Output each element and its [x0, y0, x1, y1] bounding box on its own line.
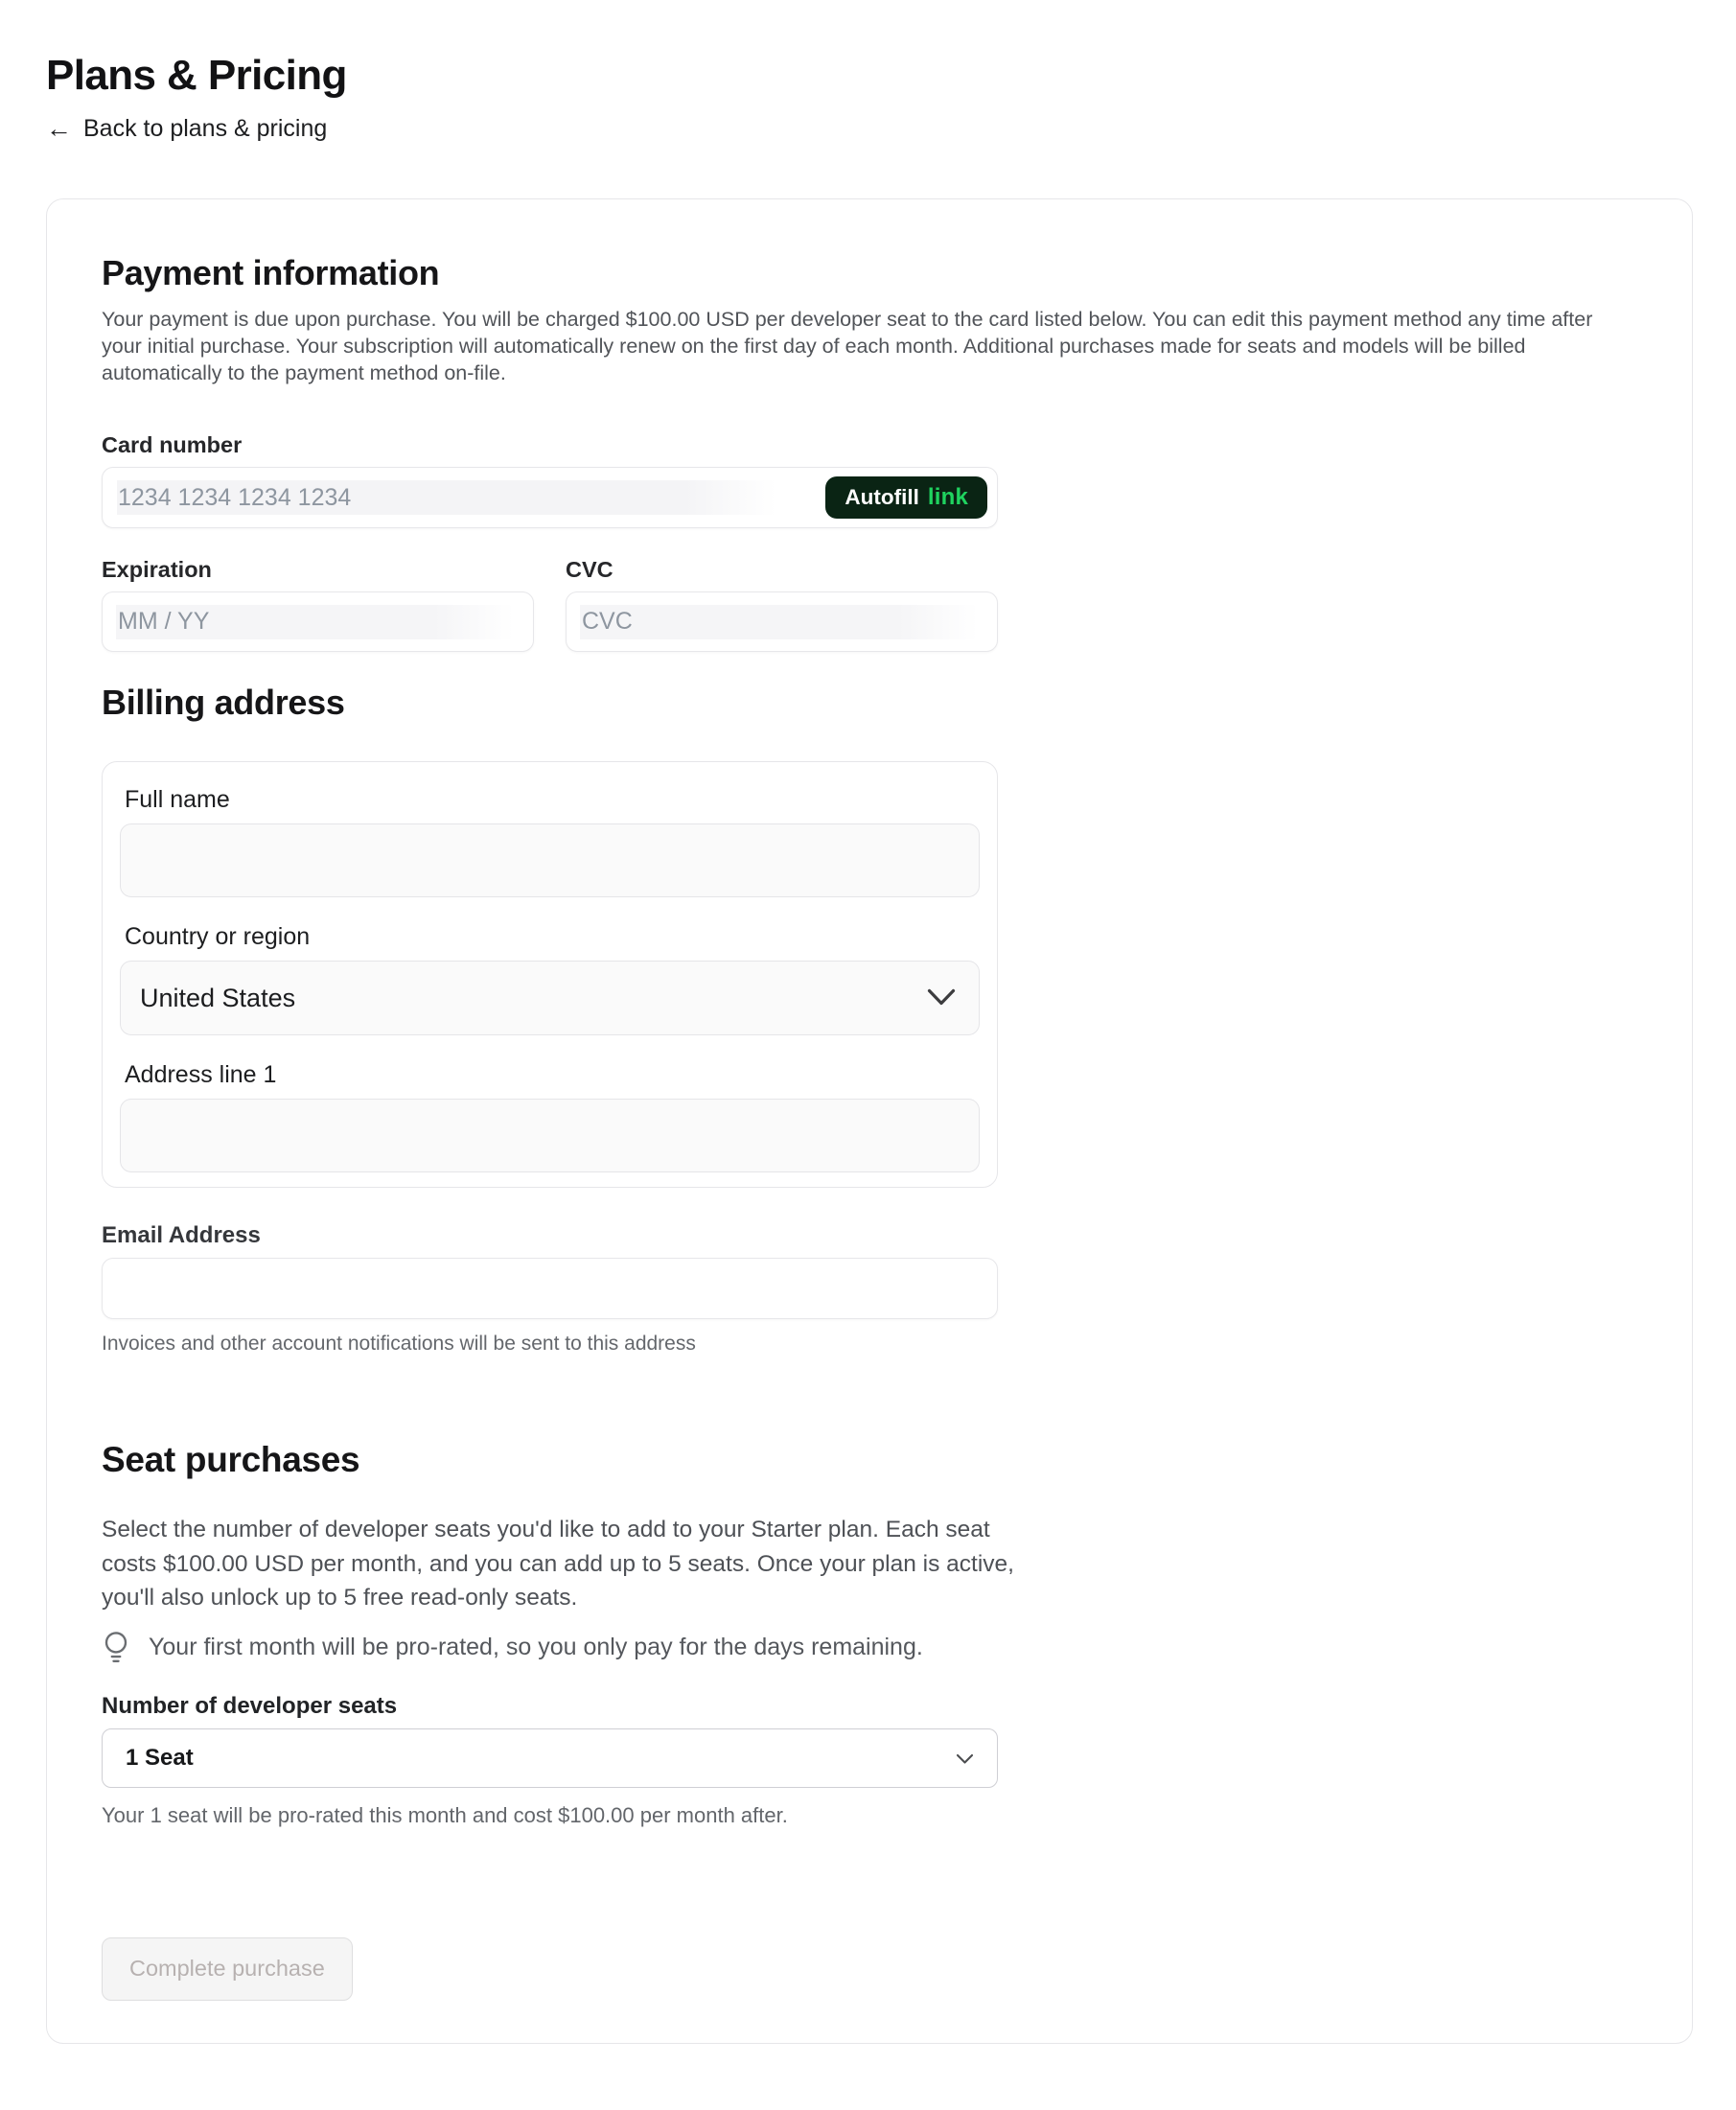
lightbulb-icon — [102, 1630, 130, 1666]
autofill-label: Autofill — [845, 485, 919, 509]
cvc-label: CVC — [566, 557, 613, 582]
link-brand-logo: link — [927, 484, 968, 510]
country-label: Country or region — [125, 923, 311, 950]
plans-pricing-page — [0, 52, 1736, 2044]
complete-purchase-button[interactable]: Complete purchase — [102, 1937, 353, 2001]
seat-purchases-heading: Seat purchases — [102, 1440, 360, 1479]
prorate-tip — [102, 1630, 1027, 1666]
full-name-input[interactable] — [120, 823, 980, 897]
payment-information-heading: Payment information — [102, 253, 440, 292]
address-line1-label: Address line 1 — [125, 1061, 277, 1088]
seat-count-value: 1 Seat — [126, 1744, 194, 1771]
page-title: Plans & Pricing — [46, 52, 347, 99]
address-line1-input[interactable] — [120, 1099, 980, 1172]
expiration-field — [102, 557, 534, 652]
expiration-label: Expiration — [102, 557, 212, 582]
prorate-tip-text: Your first month will be pro-rated, so you only pay for the days remaining. — [149, 1634, 923, 1660]
chevron-down-icon — [956, 1745, 974, 1772]
card-number-field — [102, 432, 1637, 528]
email-label: Email Address — [102, 1222, 261, 1248]
country-select[interactable] — [120, 961, 980, 1035]
back-link-label: Back to plans & pricing — [83, 115, 328, 142]
expiration-cvc-row — [102, 557, 998, 652]
autofill-link-button[interactable] — [825, 476, 987, 519]
country-select-value: United States — [140, 983, 296, 1012]
billing-address-heading: Billing address — [102, 683, 345, 722]
chevron-down-icon — [927, 984, 956, 1013]
cvc-field — [566, 557, 998, 652]
purchase-card — [46, 198, 1693, 2044]
email-field — [102, 1222, 1637, 1356]
back-link[interactable] — [46, 115, 327, 143]
seat-helper-text: Your 1 seat will be pro-rated this month and cost $100.00 per month after. — [102, 1802, 788, 1827]
billing-address-box — [102, 761, 998, 1188]
payment-description: Your payment is due upon purchase. You will be charged $100.00 USD per developer seat to the card listed below. You can edit this payment method any time after your initial purchase. Your subscription will automatically renew on the first day of each month. Additional purchases made for seats and models will be billed automatically to the payment method on-file. — [102, 308, 1593, 384]
expiration-input[interactable] — [102, 591, 534, 652]
back-arrow-icon: ← — [46, 114, 72, 143]
full-name-label: Full name — [125, 786, 230, 813]
card-number-label: Card number — [102, 432, 243, 457]
seat-count-label: Number of developer seats — [102, 1692, 398, 1719]
card-number-shell — [102, 467, 998, 528]
seat-purchases-description: Select the number of developer seats you'd like to add to your Starter plan. Each seat costs $100.00 USD per month, and you can add up to 5 seats. Once your plan is active, you'll also unlock up to 5 free read-only seats. — [102, 1517, 1014, 1611]
cvc-input[interactable] — [566, 591, 998, 652]
email-input[interactable] — [102, 1258, 998, 1319]
email-helper-text: Invoices and other account notifications will be sent to this address — [102, 1333, 696, 1355]
seat-count-select[interactable] — [102, 1728, 998, 1788]
